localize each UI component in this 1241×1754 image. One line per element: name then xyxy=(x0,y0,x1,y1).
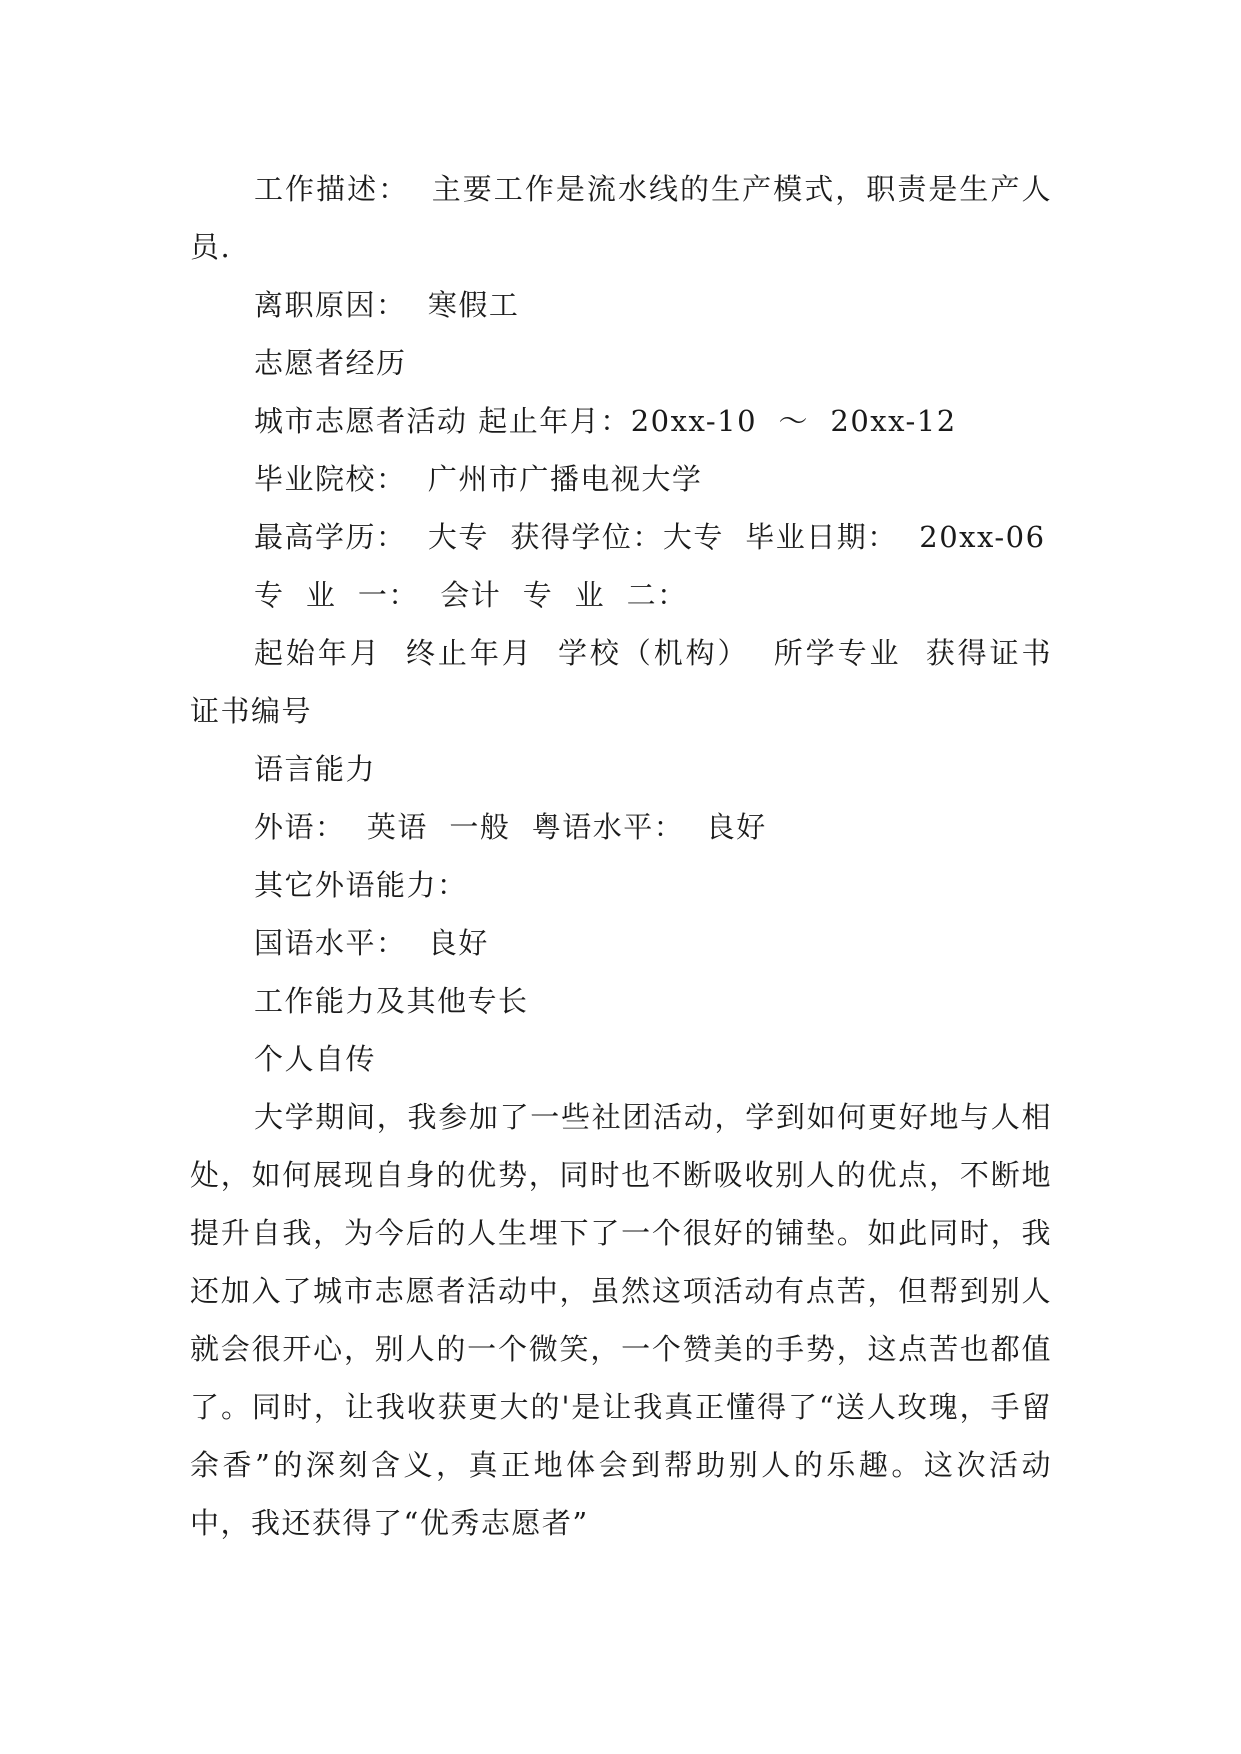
paragraph-job-description: 工作描述： 主要工作是流水线的生产模式，职责是生产人员. xyxy=(190,172,1052,264)
document-body xyxy=(190,160,1074,1552)
paragraph-education-level: 最高学历： 大专 获得学位：大专 毕业日期： 20xx-06 xyxy=(254,520,1046,554)
paragraph-other-languages: 其它外语能力： xyxy=(254,868,468,902)
paragraph-mandarin-level: 国语水平： 良好 xyxy=(254,926,489,960)
heading-autobiography: 个人自传 xyxy=(254,1042,377,1076)
paragraph-education-columns: 起始年月 终止年月 学校（机构） 所学专业 获得证书 证书编号 xyxy=(190,636,1074,728)
paragraph-foreign-language: 外语： 英语 一般 粤语水平： 良好 xyxy=(254,810,767,844)
paragraph-leave-reason: 离职原因： 寒假工 xyxy=(254,288,520,322)
heading-work-skills: 工作能力及其他专长 xyxy=(254,984,529,1018)
heading-volunteer-experience: 志愿者经历 xyxy=(254,346,407,380)
paragraph-volunteer-activity: 城市志愿者活动 起止年月：20xx-10 ～ 20xx-12 xyxy=(254,404,957,438)
paragraph-autobiography-text: 大学期间，我参加了一些社团活动，学到如何更好地与人相处，如何展现自身的优势，同时也不断吸收别人的优点，不断地提升自我，为今后的人生埋下了一个很好的铺垫。如此同时，我还加入了城市志愿者活动中，虽然这项活动有点苦，但帮到别人就会很开心，别人的一个微笑，一个赞美的手势，这点苦也都值了。同时，让我收获更大的'是让我真正懂得了“送人玫瑰，手留余香”的深刻含义，真正地体会到帮助别人的乐趣。这次活动中，我还获得了“优秀志愿者” xyxy=(190,1100,1052,1540)
paragraph-majors: 专 业 一： 会计 专 业 二： xyxy=(254,578,688,612)
heading-language-ability: 语言能力 xyxy=(254,752,377,786)
paragraph-graduate-school: 毕业院校： 广州市广播电视大学 xyxy=(254,462,703,496)
